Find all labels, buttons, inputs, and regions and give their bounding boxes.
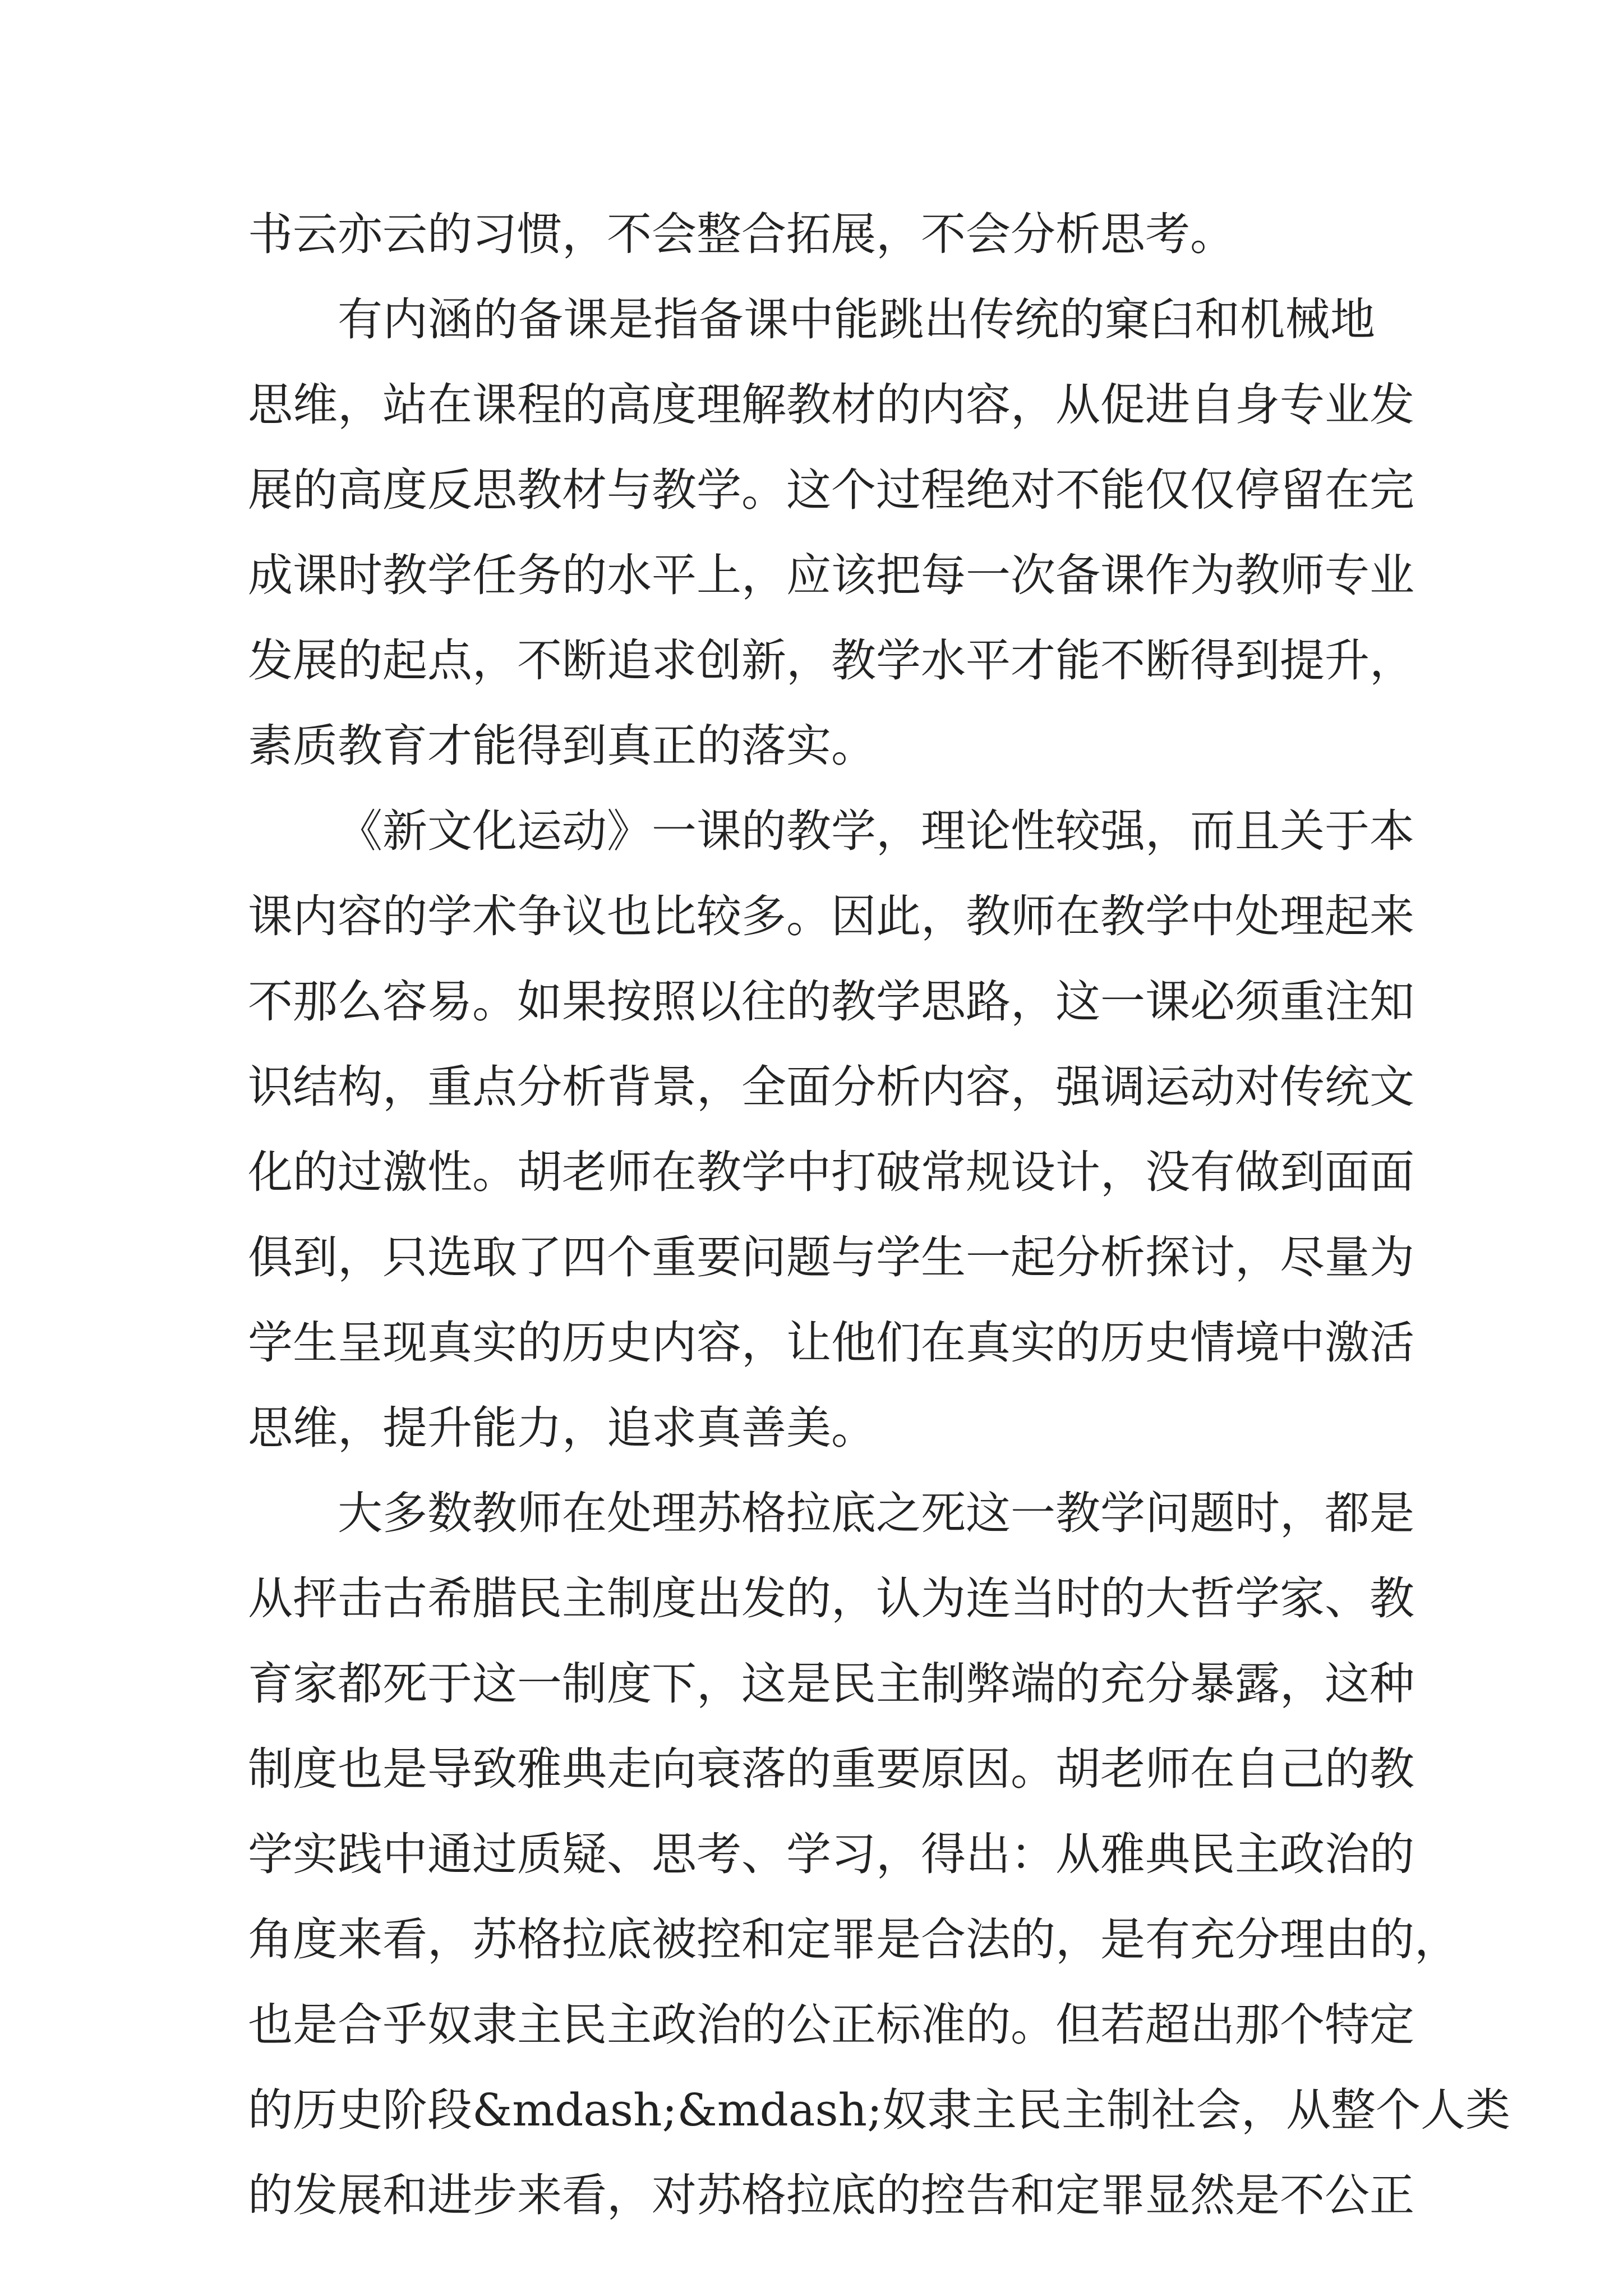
text-line: 学实践中通过质疑、思考、学习，得出：从雅典民主政治的	[248, 1828, 1414, 1880]
paragraph-p0	[248, 192, 1375, 277]
text-line: 育家都死于这一制度下，这是民主制弊端的充分暴露，这种	[248, 1658, 1414, 1710]
text-line: 学生呈现真实的历史内容，让他们在真实的历史情境中激活	[248, 1317, 1414, 1369]
text-line: 化的过激性。胡老师在教学中打破常规设计，没有做到面面	[248, 1146, 1414, 1198]
text-line: 素质教育才能得到真正的落实。	[248, 720, 876, 772]
text-line: 的历史阶段&mdash;&mdash;奴隶主民主制社会，从整个人类	[248, 2084, 1511, 2136]
text-line: 有内涵的备课是指备课中能跳出传统的窠臼和机械地	[338, 293, 1375, 346]
text-line: 从抨击古希腊民主制度出发的，认为连当时的大哲学家、教	[248, 1572, 1414, 1625]
paragraph-p2	[248, 789, 1414, 1471]
text-line: 思维，提升能力，追求真善美。	[248, 1402, 876, 1454]
text-line: 俱到，只选取了四个重要问题与学生一起分析探讨，尽量为	[248, 1231, 1414, 1283]
text-line: 展的高度反思教材与教学。这个过程绝对不能仅仅停留在完	[248, 464, 1414, 516]
text-line: 大多数教师在处理苏格拉底之死这一教学问题时，都是	[338, 1487, 1414, 1539]
text-line: 的发展和进步来看，对苏格拉底的控告和定罪显然是不公正	[248, 2169, 1414, 2221]
text-line: 制度也是导致雅典走向衰落的重要原因。胡老师在自己的教	[248, 1743, 1414, 1795]
text-line: 角度来看，苏格拉底被控和定罪是合法的，是有充分理由的，	[248, 1913, 1459, 1966]
text-line: 也是合乎奴隶主民主政治的公正标准的。但若超出那个特定	[248, 1999, 1414, 2051]
document-body	[248, 192, 1511, 2238]
text-line: 发展的起点，不断追求创新，教学水平才能不断得到提升，	[248, 634, 1414, 687]
text-line: 《新文化运动》一课的教学，理论性较强，而且关于本	[338, 805, 1414, 857]
text-line: 识结构，重点分析背景，全面分析内容，强调运动对传统文	[248, 1061, 1414, 1113]
paragraph-p1	[248, 277, 1414, 789]
text-line: 成课时教学任务的水平上，应该把每一次备课作为教师专业	[248, 549, 1414, 601]
text-line: 不那么容易。如果按照以往的教学思路，这一课必须重注知	[248, 976, 1414, 1028]
paragraph-p3	[248, 1471, 1511, 2238]
text-line: 思维，站在课程的高度理解教材的内容，从促进自身专业发	[248, 379, 1414, 431]
text-line: 书云亦云的习惯，不会整合拓展，不会分析思考。	[248, 208, 1235, 260]
text-line: 课内容的学术争议也比较多。因此，教师在教学中处理起来	[248, 890, 1414, 942]
